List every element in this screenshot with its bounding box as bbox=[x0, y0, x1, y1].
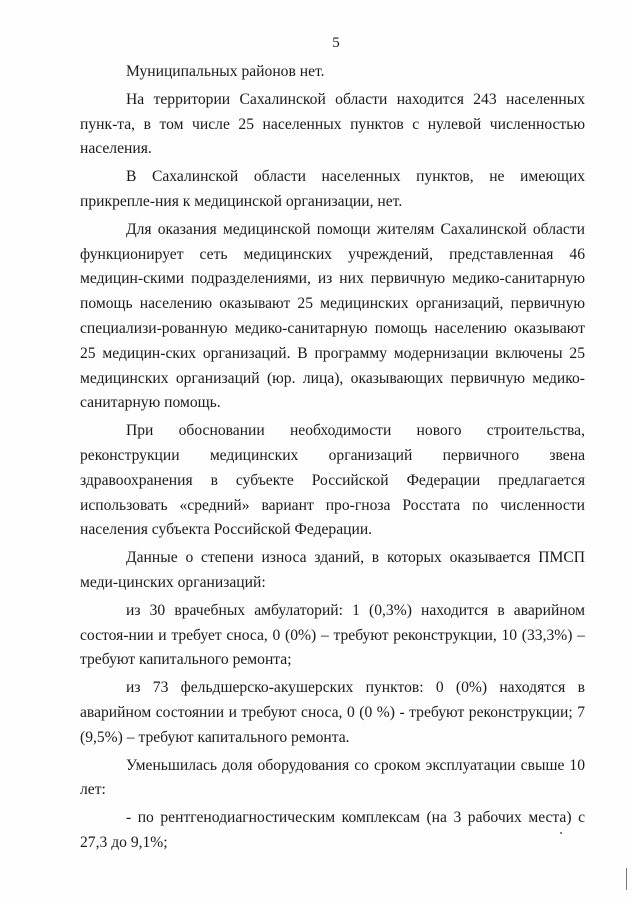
paragraph-building-wear-intro: Данные о степени износа зданий, в которых оказывается ПМСП меди-цинских организаций: bbox=[80, 549, 585, 591]
paragraph-feldsher-points: из 73 фельдшерско-акушерских пунктов: 0 (0%) находятся в аварийном состоянии и требуют сноса, 0 (0 %) - требуют реконструкции; 7 (9,5%) – требуют капитального ремонта. bbox=[80, 679, 585, 746]
paragraph-municipal-districts: Муниципальных районов нет. bbox=[126, 63, 325, 80]
paragraph-medical-network: Для оказания медицинской помощи жителям Сахалинской области функционирует сеть медицинских учреждений, представленная 46 медицин-скими подразделениями, из них первичную медико-санитарную помощь населению оказывают 25 медицинских организаций, первичную специализи-рованную медико-санитарную помощь населению оказывают 25 медицин-ских организаций. В программу модернизации включены 25 медицинских организаций (юр. лица), оказывающих первичную медико-санитарную помощь. bbox=[80, 220, 585, 412]
page-number: 5 bbox=[332, 35, 340, 51]
scan-speck bbox=[560, 832, 562, 834]
paragraph-ambulatories: из 30 врачебных амбулаторий: 1 (0,3%) находится в аварийном состоя-нии и требует сноса, 0 (0%) – требуют реконструкции, 10 (33,3%) – требуют капитального ремонта; bbox=[80, 601, 585, 669]
paragraph-unattached-settlements: В Сахалинской области населенных пунктов, не имеющих прикрепле-ния к медицинской организации, нет. bbox=[80, 168, 585, 210]
paragraph-equipment-age: Уменьшилась доля оборудования со сроком эксплуатации свыше 10 лет: bbox=[80, 756, 585, 799]
paragraph-settlements: На территории Сахалинской области находится 243 населенных пунк-та, в том числе 25 населенных пунктов с нулевой численностью населения. bbox=[80, 90, 585, 158]
paragraph-xray-complexes: - по рентгенодиагностическим комплексам (на 3 рабочих места) с 27,3 до 9,1%; bbox=[80, 809, 585, 851]
document-body bbox=[80, 60, 585, 859]
paragraph-construction-forecast: При обосновании необходимости нового строительства, реконструкции медицинских организаций первичного звена здравоохранения в субъекте Российской Федерации предлагается использовать «средний» вариант про-гноза Росстата по численности населения субъекта Российской Федерации. bbox=[80, 422, 585, 539]
scan-edge-mark bbox=[626, 868, 627, 890]
